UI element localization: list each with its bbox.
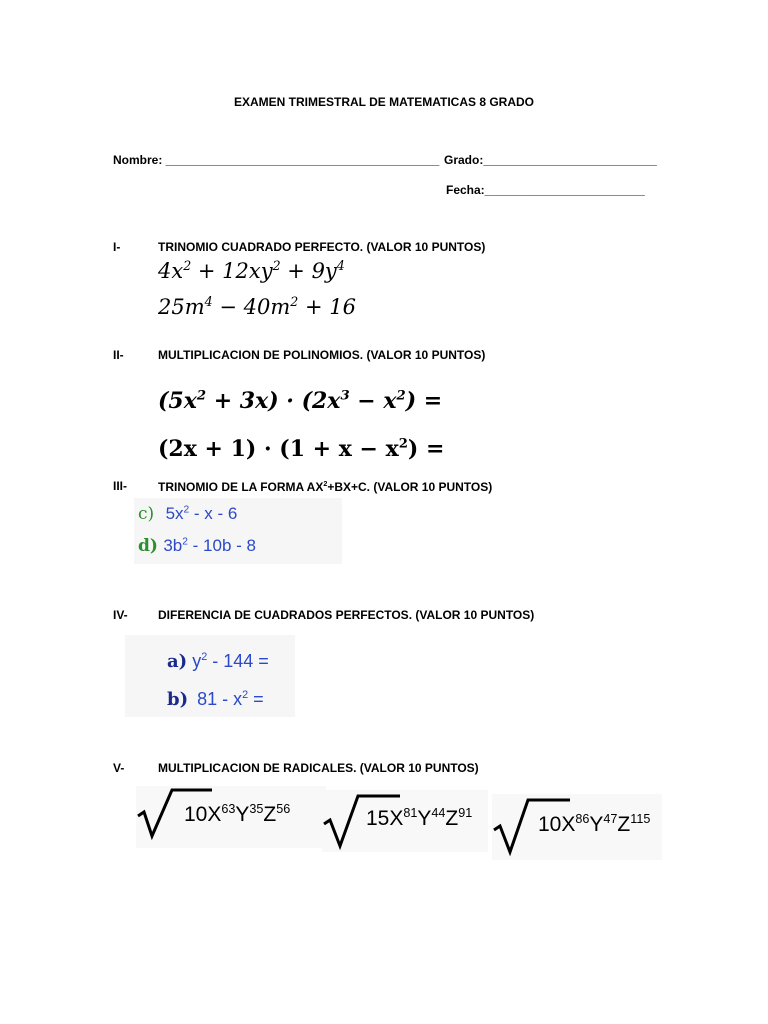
- radical-2: $15X^{81}Y^{44}Z^{91}$: [322, 790, 488, 852]
- sec1-expression-1: $4x^2 + 12xy^2 + 9y^4$: [158, 258, 345, 283]
- sec4-exercise-image: [125, 635, 295, 717]
- sec2-expression-1: $(5x^2 + 3x) \cdot (2x^3 - x^2)$ =: [158, 388, 443, 414]
- sec3-exercise-image: [134, 498, 342, 564]
- grado-field: Grado:__________________________: [444, 153, 657, 167]
- section-2-number: II-: [113, 348, 124, 362]
- sec3-item-d: d) $3b^2 - 10b - 8$: [138, 536, 256, 556]
- fecha-field: Fecha:________________________: [446, 183, 645, 197]
- section-2-title: MULTIPLICACION DE POLINOMIOS. (VALOR 10 PUNTOS): [158, 348, 486, 362]
- section-4-number: IV-: [113, 608, 128, 622]
- section-3-title: TRINOMIO DE LA FORMA $AX^2+BX+C$. (VALOR 10 PUNTOS): [158, 479, 493, 494]
- sec4-item-b: b) $81 - x^2$ =: [167, 689, 264, 710]
- section-4-title: DIFERENCIA DE CUADRADOS PERFECTOS. (VALOR 10 PUNTOS): [158, 608, 535, 622]
- sec1-expression-2: $25m^4 - 40m^2 + 16$: [158, 294, 356, 319]
- radical-3: $10X^{86}Y^{47}Z^{115}$: [492, 794, 662, 860]
- section-5-number: V-: [113, 761, 125, 775]
- radical-1: $10X^{63}Y^{35}Z^{56}$: [136, 786, 326, 848]
- sec4-item-a: a) $y^2 - 144$ =: [167, 651, 269, 672]
- exam-title: EXAMEN TRIMESTRAL DE MATEMATICAS 8 GRADO: [233, 95, 534, 109]
- section-1-title: TRINOMIO CUADRADO PERFECTO. (VALOR 10 PUNTOS): [158, 240, 486, 254]
- section-1-number: I-: [113, 240, 121, 254]
- section-3-number: III-: [113, 479, 127, 493]
- sec2-expression-2: $(2x + 1) \cdot (1 + x - x^2)$ =: [158, 436, 445, 462]
- sec3-item-c: c) $5x^2$ - x - 6: [138, 504, 238, 524]
- nombre-field: Nombre: _________________________________________: [113, 153, 440, 167]
- section-5-title: MULTIPLICACION DE RADICALES. (VALOR 10 PUNTOS): [158, 761, 479, 775]
